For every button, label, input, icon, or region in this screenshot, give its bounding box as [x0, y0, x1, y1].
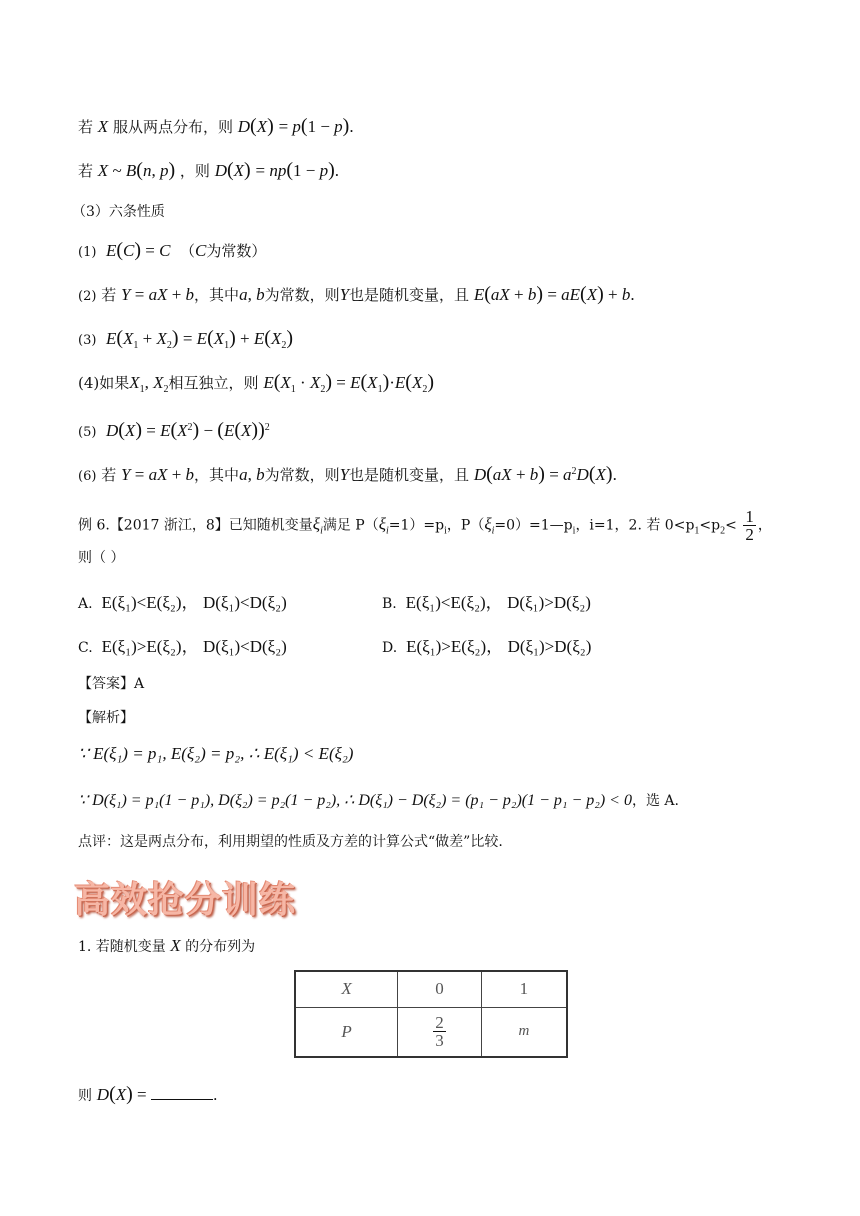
text-where: ，其中	[194, 286, 240, 304]
binomial-two-point-line: 若 X 服从两点分布，则 D(X) = p(1 − p).	[78, 115, 354, 137]
one-half-fraction: $\frac{1}{2}$	[745, 507, 754, 544]
two-thirds-fraction: $\frac{2}{3}$	[435, 1013, 444, 1051]
property-6: (6) 若 Y = aX + b，其中a, b为常数，则Y也是随机变量，且 $D(aX + b) = a^2D(X)$.	[78, 463, 617, 485]
exercise-ask: 则 D(X) = .	[78, 1083, 218, 1105]
option-variance: D(ξ₁)<D(ξ₂)	[203, 637, 287, 656]
practice-banner: 高效抢分训练	[74, 880, 297, 921]
solution-line-1	[78, 744, 353, 764]
property-number: (2)	[78, 289, 97, 304]
property-number: (5)	[78, 425, 97, 440]
cond-text: ，P（	[446, 517, 485, 534]
example-label: 例 6.【2017 浙江，8】已知随机变量	[78, 517, 313, 534]
property-number: (3)	[78, 333, 97, 348]
property-1: (1) E(C) = C （C为常数）	[78, 239, 267, 261]
text-if: 若	[101, 286, 117, 304]
text-two-point: 服从两点分布，则	[112, 118, 233, 136]
exercise-stem-tail: 的分布列为	[185, 939, 256, 955]
option-c[interactable]	[78, 632, 287, 657]
text-where: ，其中	[194, 466, 240, 484]
option-expectation: E(ξ₁)<E(ξ₂)，	[101, 593, 199, 612]
option-b[interactable]	[382, 588, 591, 613]
cond-text: <p	[699, 517, 721, 534]
option-variance: D(ξ₁)>D(ξ₂)	[507, 593, 591, 612]
option-expectation: E(ξ₁)>E(ξ₂)，	[406, 637, 504, 656]
table-cell	[398, 1007, 482, 1057]
cond-text: ，i=1，2. 若 0<p	[575, 517, 695, 534]
table-cell: 0	[398, 971, 482, 1007]
binomial-variance-line: 若 X ~ B(n, p) ，则 D(X) = np(1 − p).	[78, 159, 340, 181]
section-title: （3）六条性质	[72, 204, 165, 220]
comment: 点评：这是两点分布，利用期望的性质及方差的计算公式“做差”比较.	[78, 834, 503, 850]
table-cell: 1	[481, 971, 567, 1007]
option-a[interactable]	[78, 588, 287, 613]
text-if: 若	[78, 118, 94, 136]
text-then: ，则	[179, 162, 210, 180]
text-constants: 为常数，则	[264, 286, 340, 304]
text-if: 若	[78, 162, 94, 180]
answer-label: 【答案】A	[78, 676, 145, 692]
property-number: (1)	[78, 245, 97, 260]
table-cell: X	[295, 971, 398, 1007]
option-variance: D(ξ₁)>D(ξ₂)	[507, 637, 592, 656]
example-6-stem: 例 6.【2017 浙江，8】已知随机变量$\xi_i$满足 $P(\xi_i=1)=p_i$，$P(\xi_i=0)=1—p_i$，i=1，2. 若 $0<p_1<p_2<$ $\frac{1}{2}$ ，	[78, 507, 772, 544]
solution-expectation: ∵ E(ξ₁) = p₁, E(ξ₂) = p₂, ∴ E(ξ₁) < E(ξ₂)	[78, 744, 354, 763]
option-variance: D(ξ₁)<D(ξ₂)	[202, 593, 287, 612]
cond-text: 满足 P（	[322, 517, 379, 534]
table-row	[295, 971, 567, 1007]
property-number: (4)如果	[78, 374, 130, 392]
property-4: (4)如果$X_1$, $X_2$相互独立，则 $E(X_1 \cdot X_2) = E(X_1)\cdot E(X_2)$	[78, 371, 435, 395]
exercise-stem: 1. 若随机变量	[78, 939, 166, 955]
cond-text: =0）=1—p	[494, 517, 573, 534]
solution-variance: ∵ D(ξ₁) = p₁(1 − p₁), D(ξ₂) = p₂(1 − p₂), ∴ D(ξ₁) − D(ξ₂) = (p₁ − p₂)(1 − p₁ − p₂) < 0	[78, 792, 632, 809]
example-then: 则（ ）	[78, 550, 125, 566]
option-expectation: E(ξ₁)>E(ξ₂)，	[101, 637, 199, 656]
option-letter: D.	[382, 640, 398, 656]
text-constants: 为常数，则	[264, 466, 340, 484]
solution-choice: ，选 A.	[631, 793, 679, 809]
table-cell: m	[481, 1007, 567, 1057]
option-expectation: E(ξ₁)<E(ξ₂)，	[405, 593, 503, 612]
option-letter: B.	[382, 596, 397, 612]
analysis-label: 【解析】	[78, 710, 134, 726]
option-letter: A.	[78, 596, 93, 612]
distribution-table	[294, 970, 568, 1058]
property-3: (3) $E(X_1 + X_2) = E(X_1) + E(X_2)$	[78, 327, 294, 351]
table-cell: P	[295, 1007, 398, 1057]
text-independent: 相互独立，则	[168, 374, 259, 392]
property-5: (5) $D(X) = E(X^2) - (E(X))^2$	[78, 419, 270, 441]
table-row	[295, 1007, 567, 1057]
ask-tail: .	[212, 1086, 218, 1104]
exercise-1: 1. 若随机变量 X 的分布列为	[78, 936, 256, 955]
solution-line-2	[78, 790, 679, 811]
text-random-var: 也是随机变量，且	[349, 466, 470, 484]
text-random-var: 也是随机变量，且	[349, 286, 470, 304]
ask-text: 则	[78, 1088, 92, 1104]
cond-text: <	[725, 517, 737, 534]
answer-blank[interactable]	[151, 1085, 213, 1100]
option-letter: C.	[78, 640, 93, 656]
property-note: 为常数）	[206, 242, 267, 260]
property-2: (2) 若 Y = aX + b，其中a, b为常数，则Y也是随机变量，且 E(aX + b) = aE(X) + b.	[78, 283, 635, 305]
option-d[interactable]	[382, 632, 591, 657]
text-if: 若	[101, 466, 117, 484]
property-number: (6)	[78, 469, 97, 484]
cond-text: =1）=p	[388, 517, 445, 534]
